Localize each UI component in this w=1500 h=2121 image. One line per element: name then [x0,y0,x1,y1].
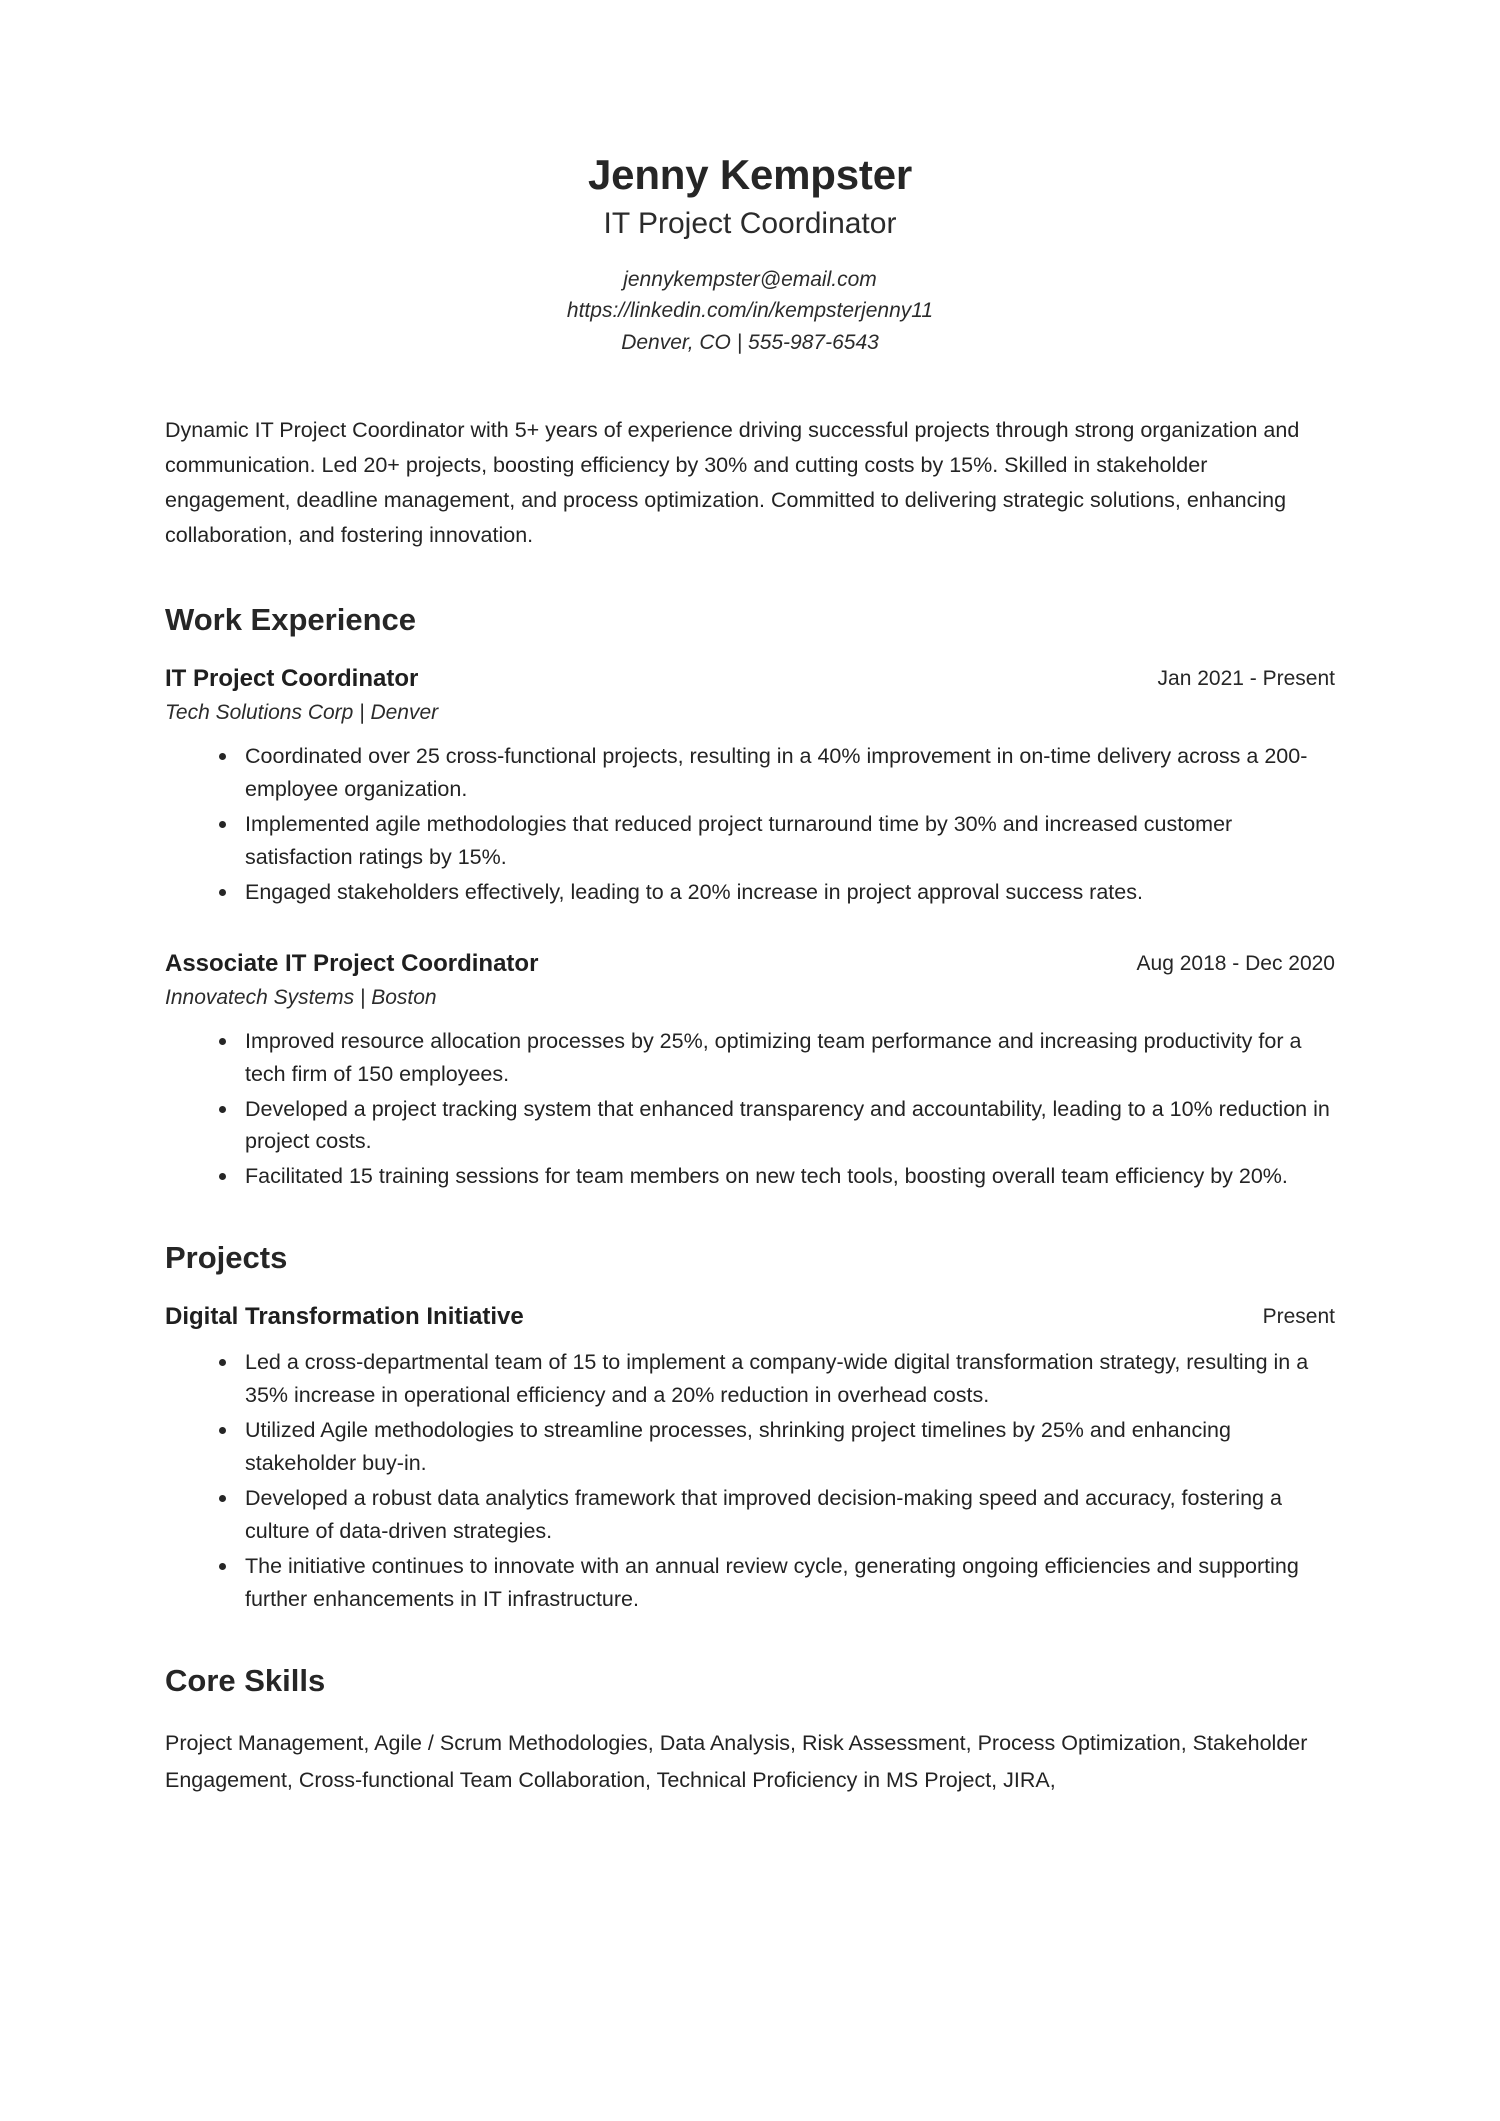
section-work-experience [165,601,1335,1194]
candidate-job-title: IT Project Coordinator [603,206,897,240]
section-heading-work-experience: Work Experience [165,601,416,637]
contact-email[interactable]: jennykempster@email.com [623,267,877,291]
list-item: Coordinated over 25 cross-functional projects, resulting in a 40% improvement in on-time delivery across a 200-employee organization. [243,740,1335,806]
work-entry-date: Jan 2021 - Present [1157,666,1335,690]
professional-summary: Dynamic IT Project Coordinator with 5+ years of experience driving successful projects through strong organization and communication. Led 20+ projects, boosting efficiency by 30% and cutting costs by 15%. Skilled in stakeholder engagement, deadline management, and process optimization. Committed to delivering strategic solutions, enhancing collaboration, and fostering innovation. [165,418,1300,547]
project-entry-title: Digital Transformation Initiative [165,1303,524,1331]
work-entry-company: Innovatech Systems | Boston [165,985,437,1009]
work-entry-company: Tech Solutions Corp | Denver [165,700,439,724]
contact-linkedin[interactable]: https://linkedin.com/in/kempsterjenny11 [566,299,934,323]
work-entry-header [165,949,1335,979]
list-item: Engaged stakeholders effectively, leading to a 20% increase in project approval success rates. [243,876,1335,909]
project-entry-header [165,1302,1335,1332]
entry-spacer [165,915,1335,949]
list-item: Led a cross-departmental team of 15 to implement a company-wide digital transformation strategy, resulting in a 35% increase in operational efficiency and a 20% reduction in overhead costs. [243,1346,1335,1412]
resume-header [165,150,1335,359]
section-projects [165,1239,1335,1615]
list-item: Improved resource allocation processes by 25%, optimizing team performance and increasing productivity for a tech firm of 150 employees. [243,1025,1335,1091]
work-entry-date: Aug 2018 - Dec 2020 [1136,951,1335,975]
work-entry-bullets [165,740,1335,908]
candidate-name: Jenny Kempster [588,151,912,198]
work-entry [165,949,1335,1194]
list-item: Developed a robust data analytics framework that improved decision-making speed and accuracy, fostering a culture of data-driven strategies. [243,1482,1335,1548]
list-item: Developed a project tracking system that enhanced transparency and accountability, leading to a 10% reduction in project costs. [243,1093,1335,1159]
list-item: Facilitated 15 training sessions for team members on new tech tools, boosting overall team efficiency by 20%. [243,1160,1335,1193]
work-entry-title: IT Project Coordinator [165,664,419,692]
contact-location-phone: Denver, CO | 555-987-6543 [621,331,879,355]
section-heading-projects: Projects [165,1240,288,1276]
section-heading-core-skills: Core Skills [165,1662,326,1698]
section-core-skills [165,1662,1335,1799]
core-skills-list: Project Management, Agile / Scrum Methodologies, Data Analysis, Risk Assessment, Process Optimization, Stakeholder Engagement, Cross-functional Team Collaboration, Technical Proficiency in MS Project, JIRA, [165,1730,1308,1792]
work-entry-bullets [165,1025,1335,1193]
project-entry [165,1302,1335,1615]
project-entry-date: Present [1262,1305,1335,1329]
list-item: Utilized Agile methodologies to streamline processes, shrinking project timelines by 25% and enhancing stakeholder buy-in. [243,1414,1335,1480]
list-item: Implemented agile methodologies that reduced project turnaround time by 30% and increased customer satisfaction ratings by 15%. [243,808,1335,874]
work-entry-title: Associate IT Project Coordinator [165,949,539,977]
work-entry [165,664,1335,909]
work-entry-header [165,664,1335,694]
project-entry-bullets [165,1346,1335,1615]
list-item: The initiative continues to innovate with an annual review cycle, generating ongoing efficiencies and supporting further enhancements in IT infrastructure. [243,1550,1335,1616]
